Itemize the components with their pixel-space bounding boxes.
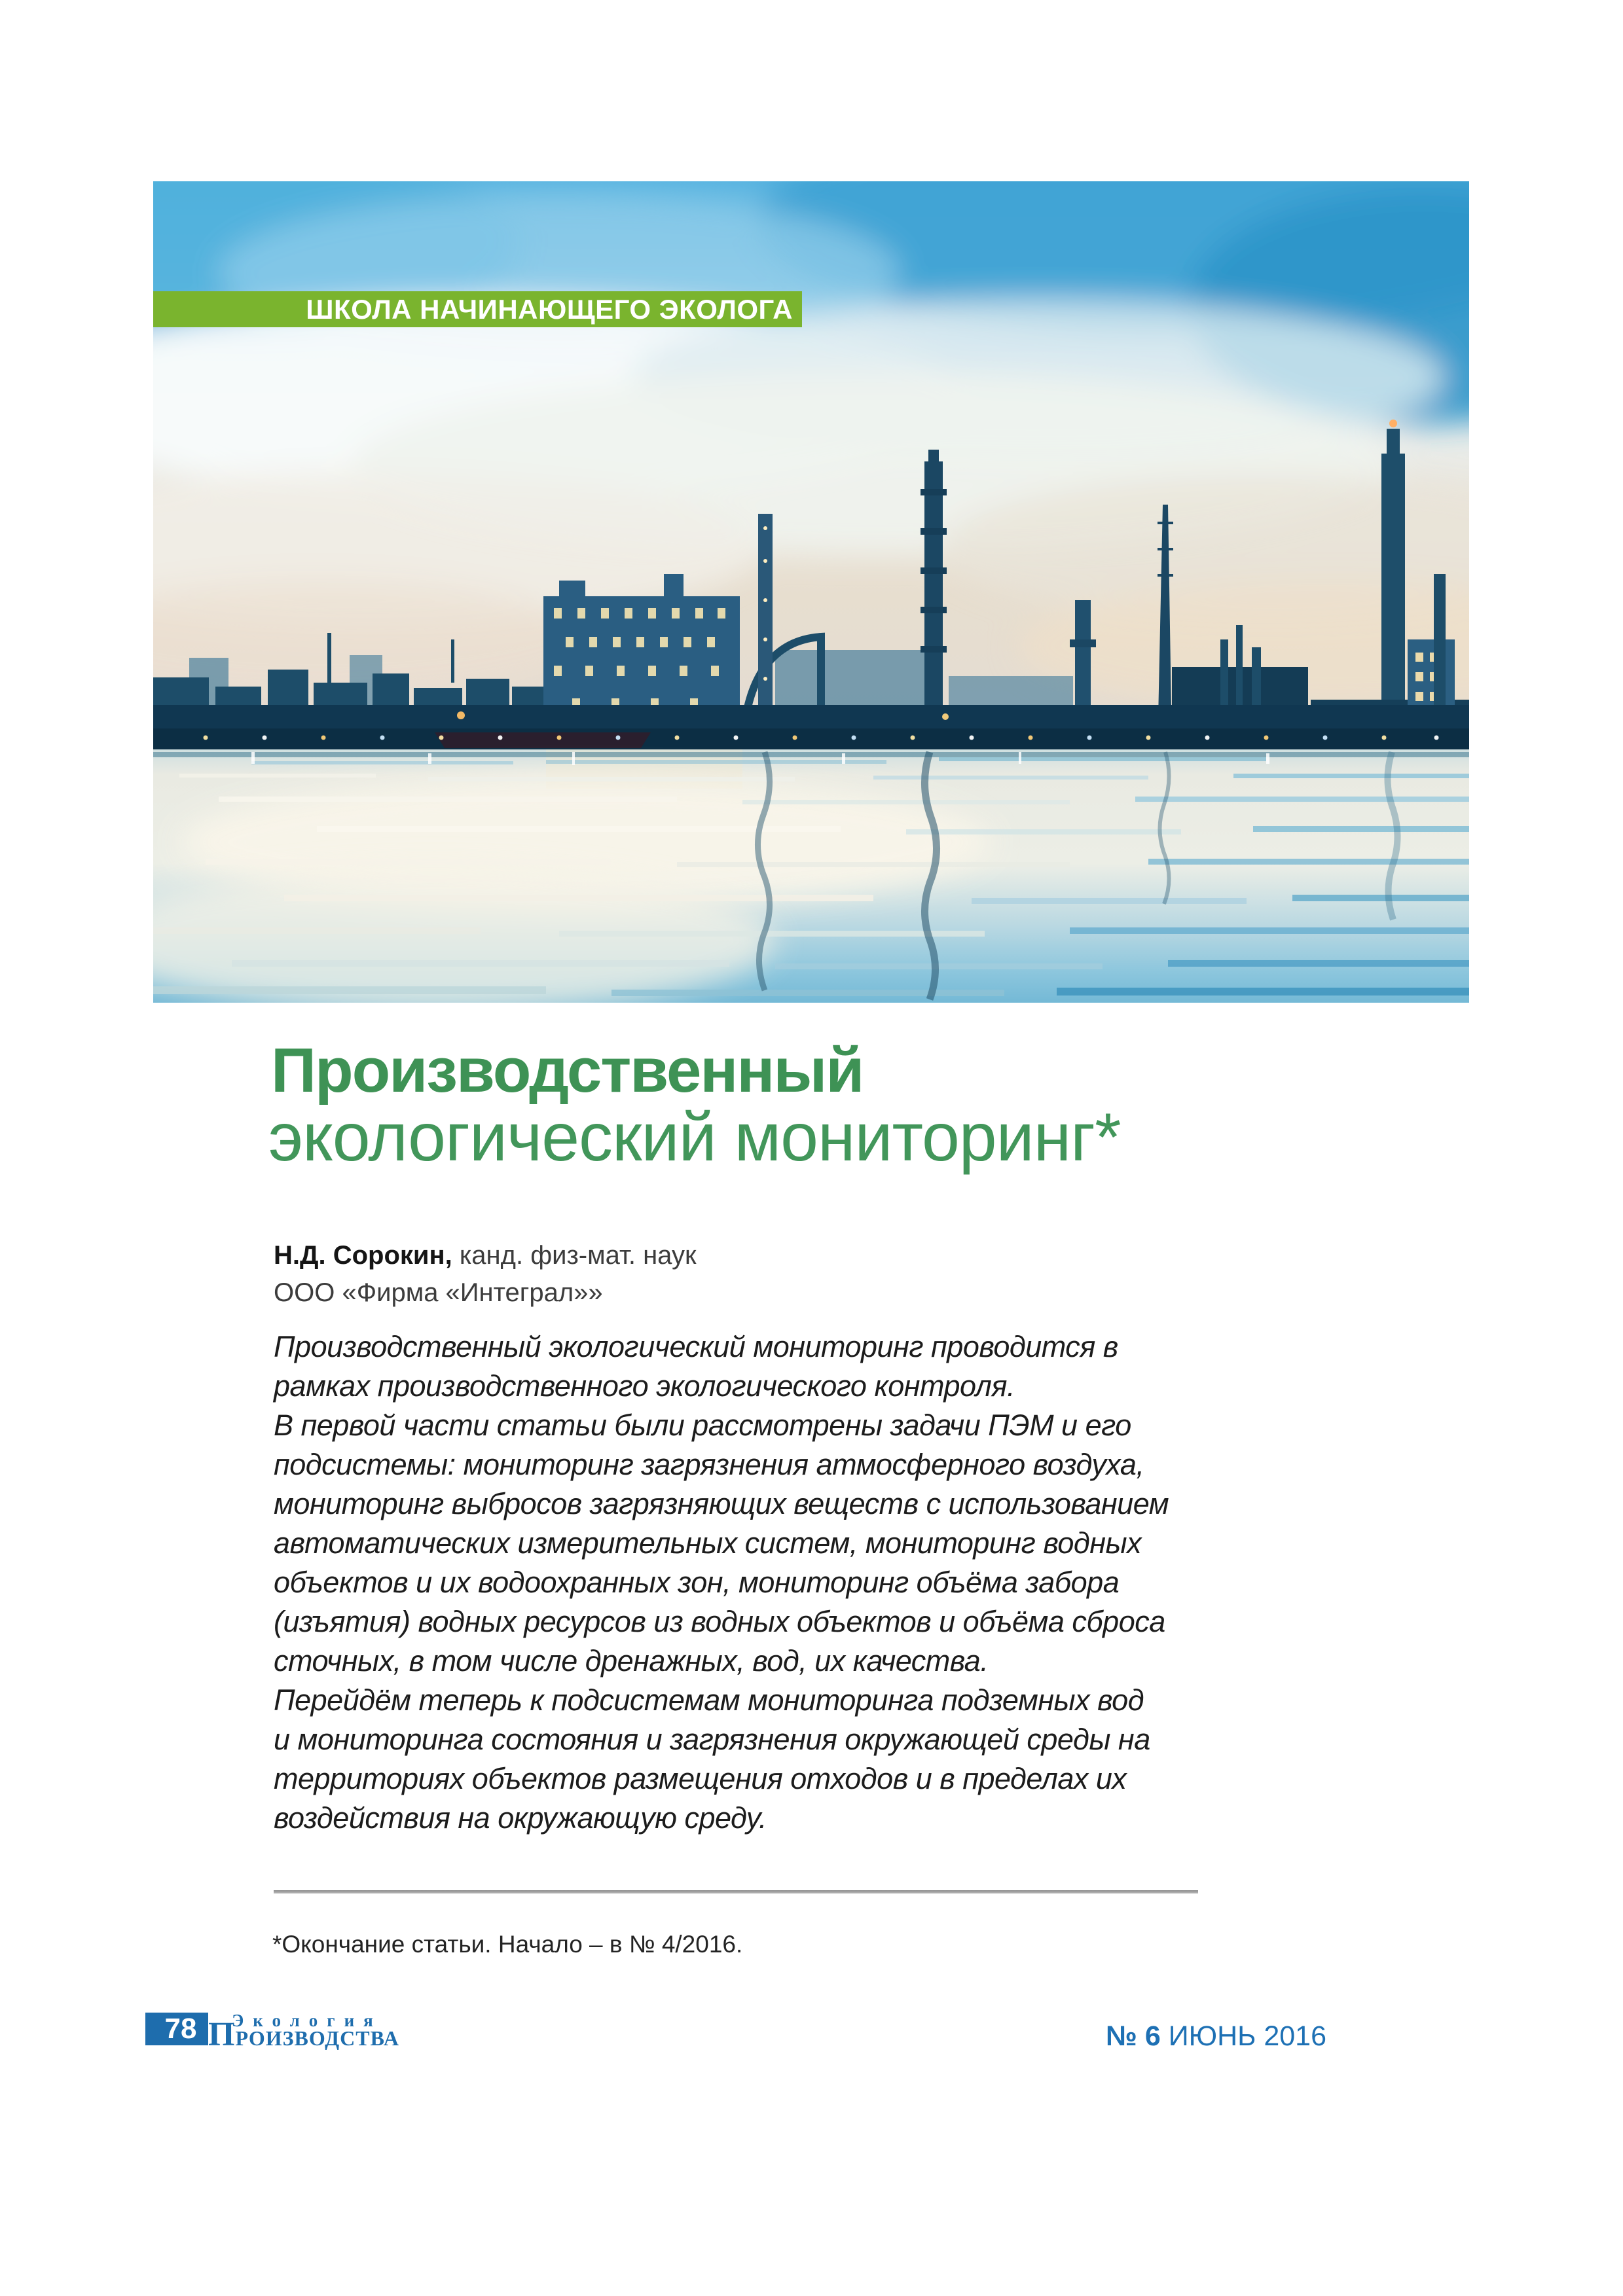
author-degree: канд. физ-мат. наук (452, 1241, 697, 1270)
lead-line: воздействия на окружающую среду. (274, 1801, 767, 1835)
page-number-box (145, 2013, 208, 2045)
section-label: ШКОЛА НАЧИНАЮЩЕГО ЭКОЛОГА (306, 293, 793, 325)
lead-paragraph (274, 1327, 1269, 1838)
lead-line: и мониторинга состояния и загрязнения окружающей среды на (274, 1723, 1150, 1756)
section-label-band (153, 291, 802, 327)
page-number: 78 (164, 2013, 197, 2045)
footnote: *Окончание статьи. Начало – в № 4/2016. (272, 1931, 743, 1958)
article-title-line1: Производственный (271, 1035, 864, 1105)
magazine-logo (208, 2008, 424, 2053)
magazine-logo-word2: ПРОИЗВОДСТВА (208, 2016, 400, 2053)
lead-line: рамках производственного экологического контроля. (274, 1369, 1015, 1403)
lead-line: территориях объектов размещения отходов и в пределах их (274, 1762, 1127, 1795)
lead-line: Производственный экологический мониторинг проводится в (274, 1330, 1118, 1363)
issue-number: № 6 (1106, 2020, 1161, 2052)
lead-line: автоматических измерительных систем, мониторинг водных (274, 1526, 1142, 1560)
issue-info (1106, 2022, 1326, 2051)
lead-line: объектов и их водоохранных зон, мониторинг объёма забора (274, 1566, 1120, 1599)
lead-line: Перейдём теперь к подсистемам мониторинга подземных вод (274, 1683, 1144, 1717)
lead-line: сточных, в том числе дренажных, вод, их качества. (274, 1644, 989, 1677)
author-line (274, 1237, 696, 1274)
magazine-logo-word1: Экология (232, 2011, 382, 2030)
issue-date: ИЮНЬ 2016 (1160, 2020, 1326, 2052)
lead-line: (изъятия) водных ресурсов из водных объектов и объёма сброса (274, 1605, 1165, 1638)
lead-line: подсистемы: мониторинг загрязнения атмосферного воздуха, (274, 1448, 1144, 1481)
footnote-divider (274, 1890, 1198, 1893)
author-name: Н.Д. Сорокин, (274, 1241, 452, 1270)
author-block (274, 1237, 696, 1312)
author-organization: ООО «Фирма «Интеграл»» (274, 1278, 603, 1307)
lead-line: мониторинг выбросов загрязняющих веществ с использованием (274, 1487, 1169, 1520)
article-title-line2: экологический мониторинг* (268, 1100, 1121, 1175)
lead-line: В первой части статьи были рассмотрены задачи ПЭМ и его (274, 1408, 1131, 1442)
